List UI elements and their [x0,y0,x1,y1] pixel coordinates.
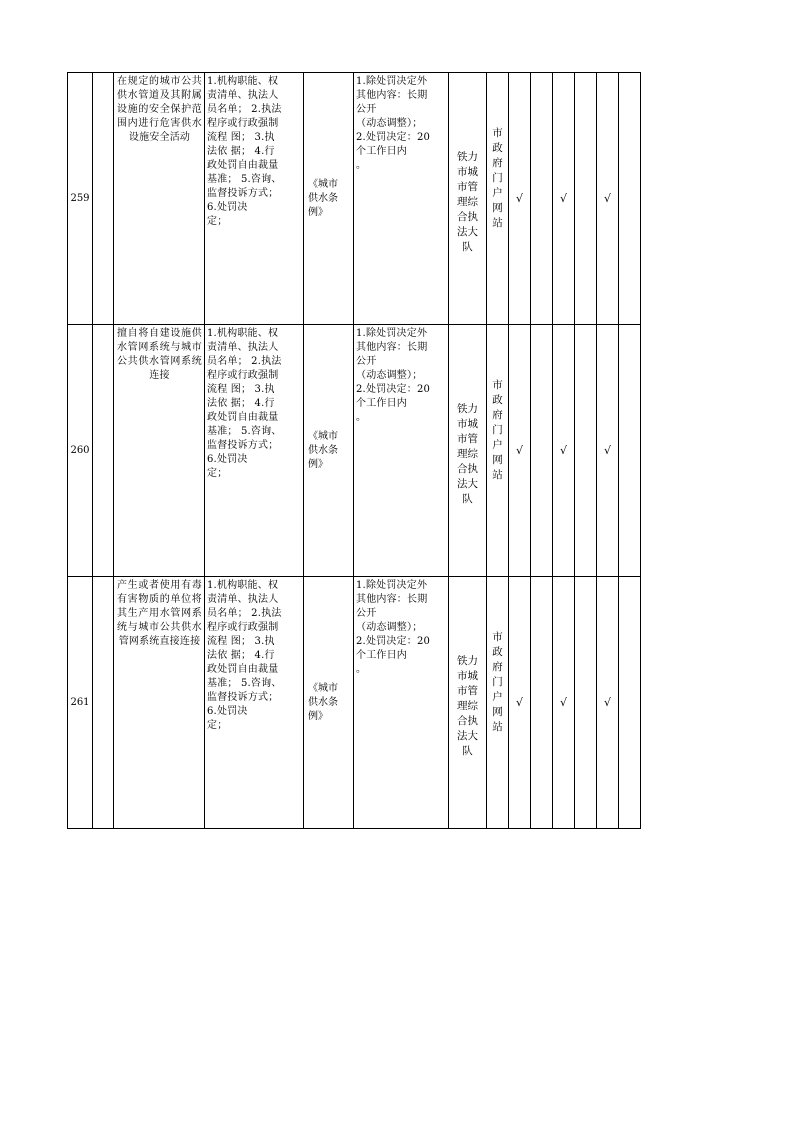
check-cell [575,325,597,577]
disclosure-content: 1.机构职能、权 责清单、执法人 员名单； 2.执法 程序或行政强制 流程 图； 3.执 法依 据； 4.行 政处罚自由裁量 基准； 5.咨询、 监督投诉方式； 6.处罚决 定； [205,73,304,325]
check-cell: √ [509,73,531,325]
check-cell [619,73,641,325]
disclosure-channel: 市 政 府 门 户 网 站 [487,73,509,325]
disclosure-channel: 市 政 府 门 户 网 站 [487,325,509,577]
check-cell: √ [597,73,619,325]
check-cell [575,577,597,829]
disclosure-subject: 铁力 市城 市管 理综 合执 法大 队 [449,577,487,829]
disclosure-content: 1.机构职能、权 责清单、执法人 员名单； 2.执法 程序或行政强制 流程 图； 3.执 法依 据； 4.行 政处罚自由裁量 基准； 5.咨询、 监督投诉方式； 6.处罚决 定； [205,577,304,829]
check-cell [531,577,553,829]
disclosure-subject: 铁力 市城 市管 理综 合执 法大 队 [449,73,487,325]
check-cell [619,577,641,829]
item-name: 产生或者使用有毒有害物质的单位将其生产用水管网系统与城市公共供水管网系统直接连接 [114,577,205,829]
check-cell [619,325,641,577]
disclosure-channel: 市 政 府 门 户 网 站 [487,577,509,829]
disclosure-period: 1.除处罚决定外 其他内容：长期 公开 （动态调整）； 2.处罚决定：20 个工作日内 。 [354,73,449,325]
disclosure-period: 1.除处罚决定外 其他内容：长期 公开 （动态调整）； 2.处罚决定：20 个工作日内 。 [354,577,449,829]
table-row [68,325,641,577]
legal-basis: 《城市 供水条 例》 [304,325,354,577]
table-row [68,73,641,325]
disclosure-content: 1.机构职能、权 责清单、执法人 员名单； 2.执法 程序或行政强制 流程 图； 3.执 法依 据； 4.行 政处罚自由裁量 基准； 5.咨询、 监督投诉方式； 6.处罚决 定； [205,325,304,577]
blank-cell [93,577,114,829]
check-cell [575,73,597,325]
check-cell: √ [597,325,619,577]
table-row [68,577,641,829]
check-cell: √ [553,577,575,829]
check-cell [531,73,553,325]
item-name: 在规定的城市公共供水管道及其附属设施的安全保护范围内进行危害供水设施安全活动 [114,73,205,325]
legal-basis: 《城市 供水条 例》 [304,73,354,325]
item-name: 擅自将自建设施供水管网系统与城市公共供水管网系统连接 [114,325,205,577]
disclosure-table [67,72,641,829]
row-number: 259 [68,73,93,325]
row-number: 261 [68,577,93,829]
blank-cell [93,325,114,577]
check-cell: √ [509,325,531,577]
check-cell: √ [597,577,619,829]
disclosure-subject: 铁力 市城 市管 理综 合执 法大 队 [449,325,487,577]
check-cell: √ [553,73,575,325]
blank-cell [93,73,114,325]
check-cell [531,325,553,577]
row-number: 260 [68,325,93,577]
check-cell: √ [509,577,531,829]
check-cell: √ [553,325,575,577]
disclosure-period: 1.除处罚决定外 其他内容：长期 公开 （动态调整）； 2.处罚决定：20 个工作日内 。 [354,325,449,577]
legal-basis: 《城市 供水条 例》 [304,577,354,829]
